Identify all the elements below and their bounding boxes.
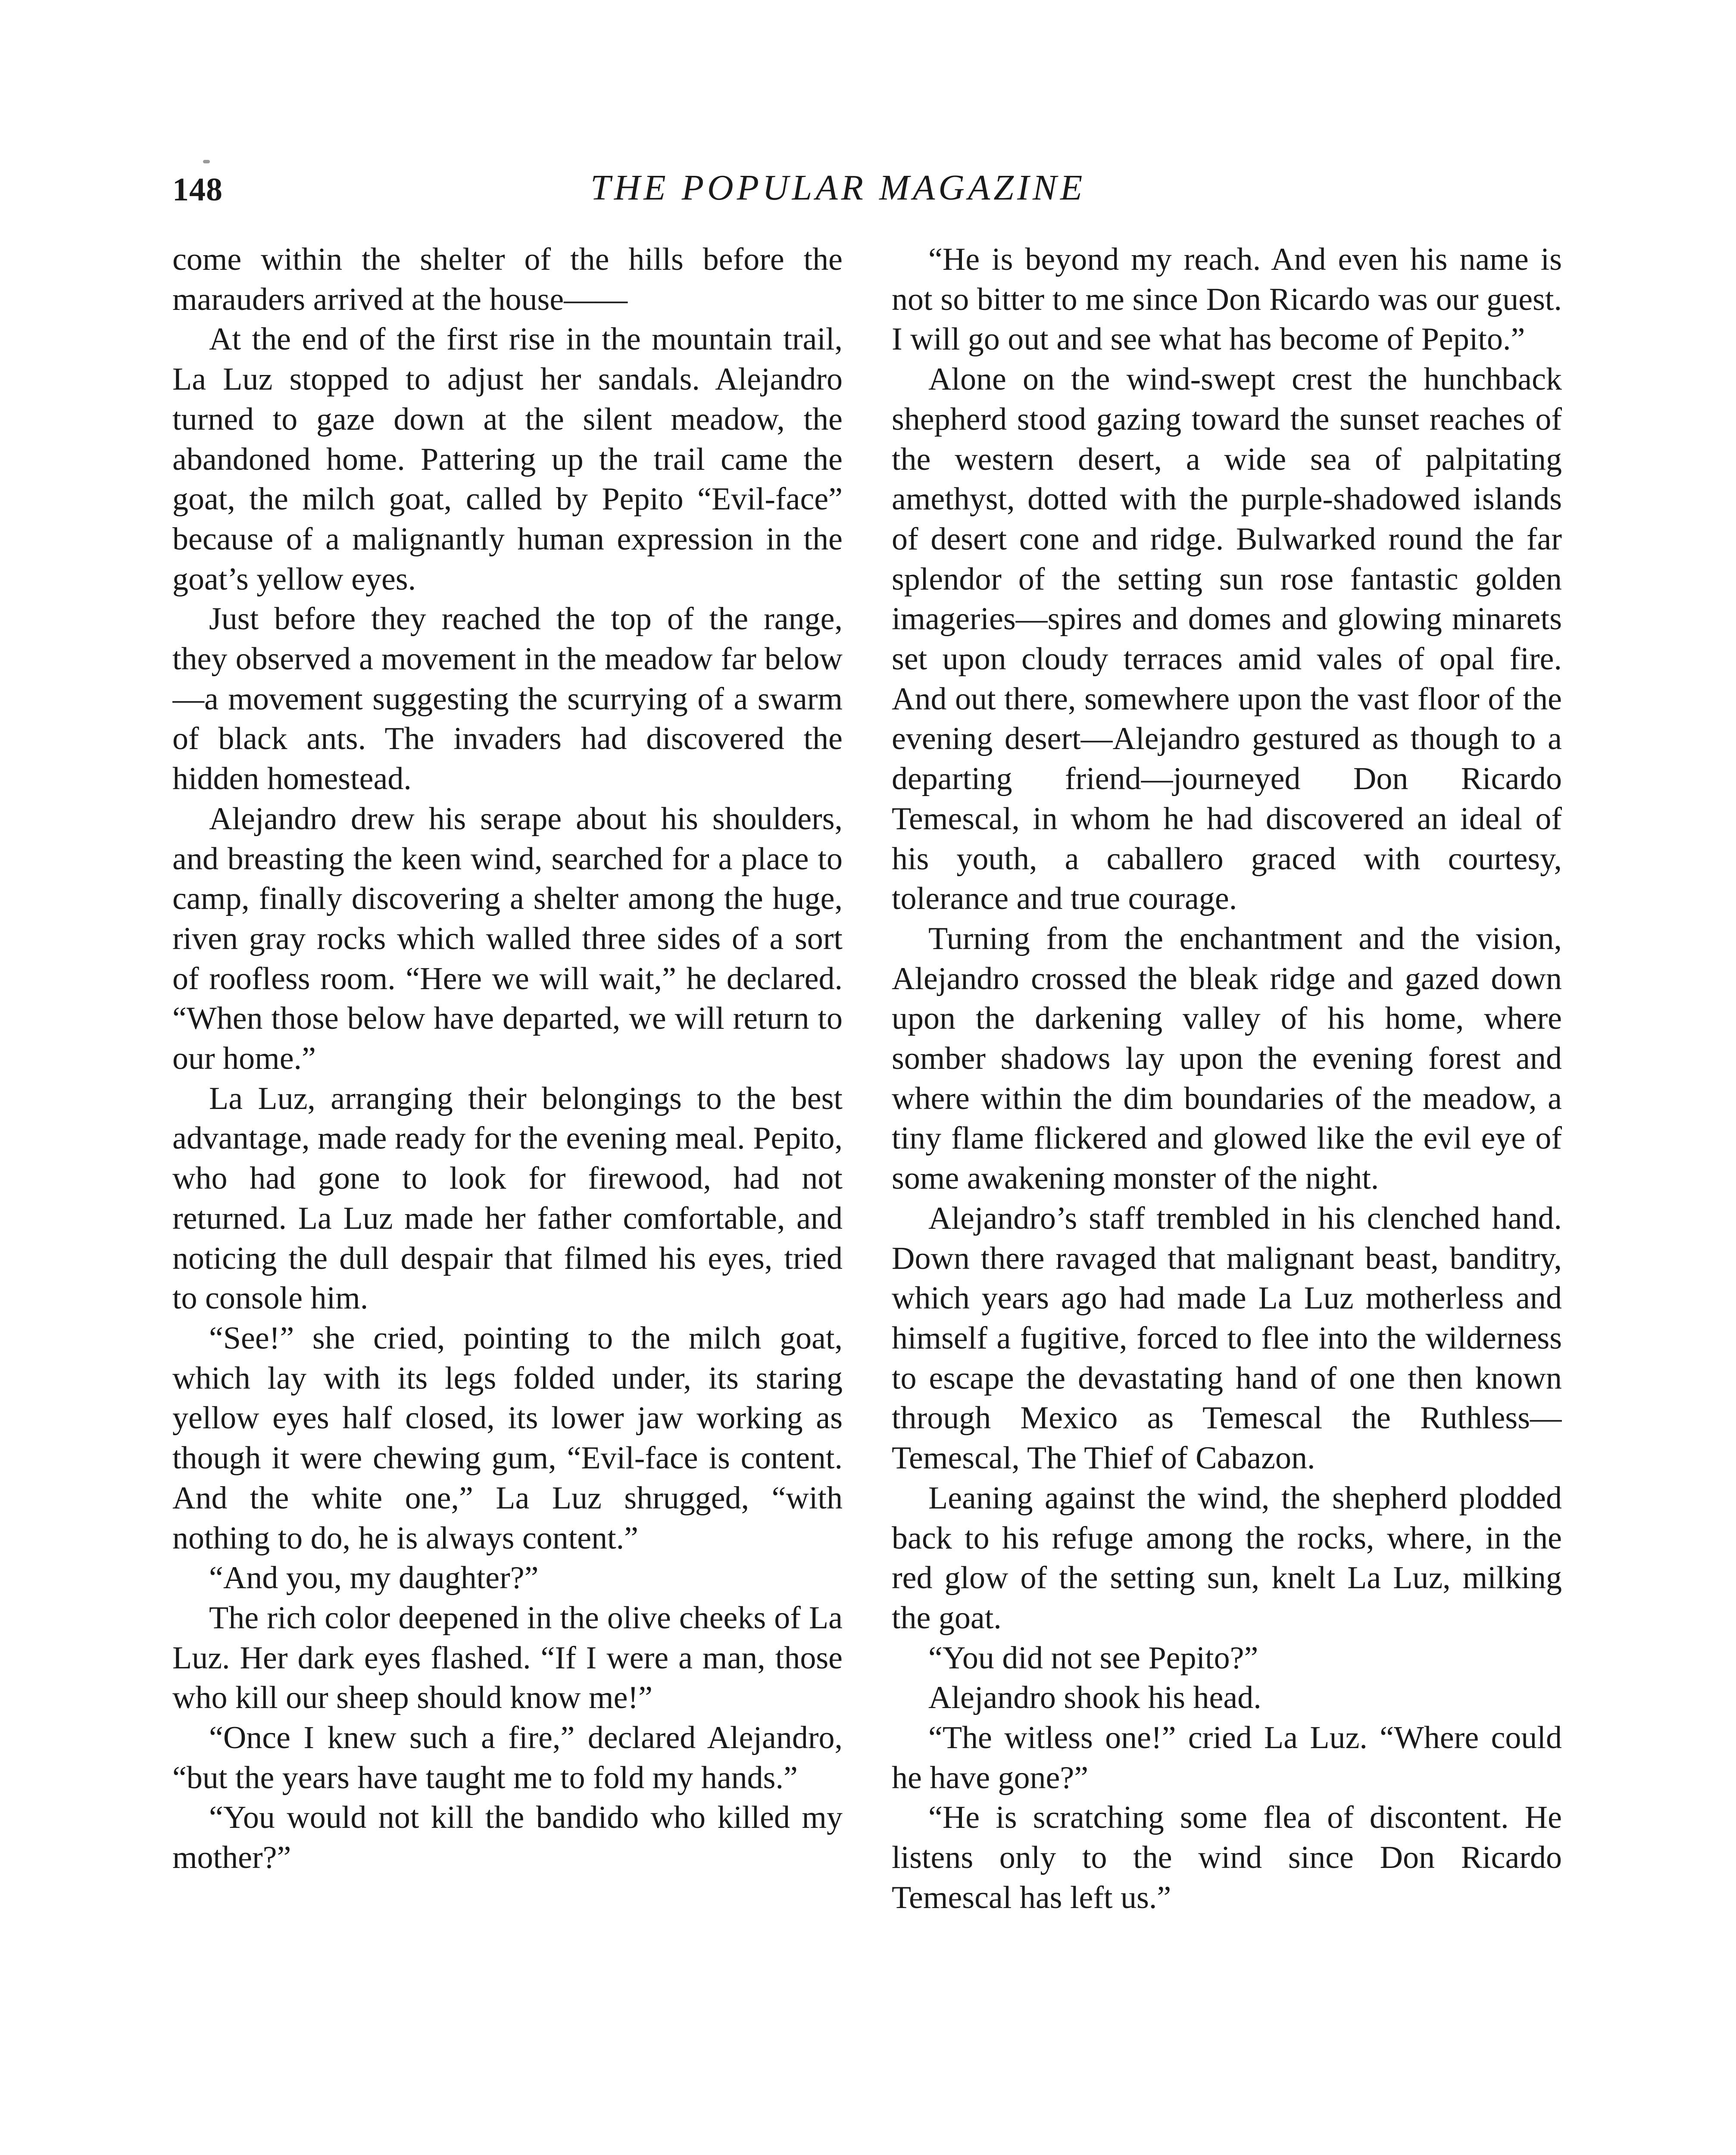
paragraph: “You did not see Pepito?”: [928, 1640, 1258, 1676]
paragraph: Alejandro drew his serape about his shoulders, and breasting the keen wind, searched for a place to camp, finally discovering a shelter among the huge, riven gray rocks which walled three sides of a sort of roofless room. “Here we will wait,” he declared. “When those below have departed, we will return to our home.”: [172, 801, 843, 1077]
page-header: [0, 163, 1736, 215]
paragraph: La Luz, arranging their belongings to the best advantage, made ready for the evening meal. Pepito, who had gone to look for firewood, had not returned. La Luz made her father comfortable, and noticing the dull despair that filmed his eyes, tried to console him.: [172, 1081, 843, 1316]
paragraph: “He is beyond my reach. And even his name is not so bitter to me since Don Ricardo was our guest. I will go out and see what has become of Pepito.”: [892, 242, 1562, 357]
paragraph: At the end of the first rise in the mountain trail, La Luz stopped to adjust her sandals. Alejandro turned to gaze down at the silent meadow, the abandoned home. Pattering up the trail came the goat, the milch goat, called by Pepito “Evil-face” because of a malignantly human expression in the goat’s yellow eyes.: [172, 322, 843, 597]
running-head: THE POPULAR MAGAZINE: [590, 168, 1086, 208]
paragraph: “And you, my daughter?”: [209, 1560, 539, 1596]
paragraph: Turning from the enchantment and the vision, Alejandro crossed the bleak ridge and gazed down upon the darkening valley of his home, where somber shadows lay upon the evening forest and where within the dim boundaries of the meadow, a tiny flame flickered and glowed like the evil eye of some awakening monster of the night.: [892, 921, 1562, 1196]
paragraph: “See!” she cried, pointing to the milch goat, which lay with its legs folded under, its staring yellow eyes half closed, its lower jaw working as though it were chewing gum, “Evil-face is content. And the white one,” La Luz shrugged, “with nothing to do, he is always content.”: [172, 1320, 843, 1556]
paragraph: come within the shelter of the hills before the marauders arrived at the house——: [172, 242, 843, 317]
paragraph: “Once I knew such a fire,” declared Alejandro, “but the years have taught me to fold my hands.”: [172, 1720, 843, 1796]
paragraph: Alejandro’s staff trembled in his clenched hand. Down there ravaged that malignant beast, banditry, which years ago had made La Luz motherless and himself a fugitive, forced to flee into the wilderness to escape the devastating hand of one then known through Mexico as Temescal the Ruthless—Temescal, The Thief of Cabazon.: [892, 1200, 1562, 1476]
page-number: 148: [172, 172, 223, 208]
paragraph: The rich color deepened in the olive cheeks of La Luz. Her dark eyes flashed. “If I were a man, those who kill our sheep should know me!”: [172, 1600, 843, 1716]
right-text-column: [892, 240, 1562, 1918]
paragraph: Alejandro shook his head.: [928, 1680, 1261, 1716]
paragraph: “He is scratching some flea of discontent. He listens only to the wind since Don Ricardo Temescal has left us.”: [892, 1800, 1562, 1915]
paragraph: Just before they reached the top of the range, they observed a movement in the meadow far below—a movement suggesting the scurrying of a swarm of black ants. The invaders had discovered the hidden homestead.: [172, 601, 843, 797]
left-text-column: [172, 240, 843, 1878]
paragraph: Leaning against the wind, the shepherd plodded back to his refuge among the rocks, where, in the red glow of the setting sun, knelt La Luz, milking the goat.: [892, 1480, 1562, 1636]
paragraph: “The witless one!” cried La Luz. “Where could he have gone?”: [892, 1720, 1562, 1796]
paragraph: Alone on the wind-swept crest the hunchback shepherd stood gazing toward the sunset reaches of the western desert, a wide sea of palpitating amethyst, dotted with the purple-shadowed islands of desert cone and ridge. Bulwarked round the far splendor of the setting sun rose fantastic golden imageries—spires and domes and glowing minarets set upon cloudy terraces amid vales of opal fire. And out there, somewhere upon the vast floor of the evening desert—Alejandro gestured as though to a departing friend—journeyed Don Ricardo Temescal, in whom he had discovered an ideal of his youth, a caballero graced with courtesy, tolerance and true courage.: [892, 362, 1562, 917]
paragraph: “You would not kill the bandido who killed my mother?”: [172, 1800, 843, 1876]
